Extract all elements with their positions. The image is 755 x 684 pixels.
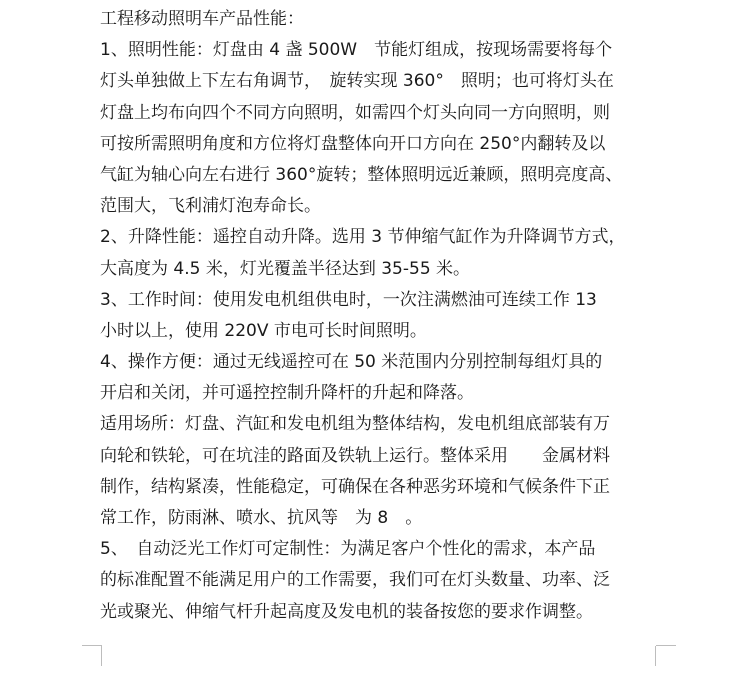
paragraph-line: 可按所需照明角度和方位将灯盘整体向开口方向在 250°内翻转及以 — [100, 133, 606, 154]
document-title: 工程移动照明车产品性能： — [100, 9, 304, 29]
paragraph-line: 1、照明性能：灯盘由 4 盏 500W 节能灯组成，按现场需要将每个 — [100, 40, 613, 61]
document-body — [100, 4, 675, 628]
paragraph-line: 灯盘上均布向四个不同方向照明，如需四个灯头向同一方向照明，则 — [100, 102, 610, 123]
page-corner-mark-right-horizontal — [656, 645, 676, 646]
paragraph-line: 制作，结构紧凑，性能稳定，可确保在各种恶劣环境和气候条件下正 — [100, 476, 610, 497]
page-corner-mark-left-horizontal — [82, 645, 102, 646]
paragraph-line: 3、工作时间：使用发电机组供电时，一次注满燃油可连续工作 13 — [100, 289, 597, 310]
paragraph-line: 大高度为 4.5 米，灯光覆盖半径达到 35-55 米。 — [100, 258, 471, 279]
paragraph-line: 范围大，飞利浦灯泡寿命长。 — [100, 196, 321, 217]
page-corner-mark-right-vertical — [655, 646, 656, 666]
paragraph-line: 的标准配置不能满足用户的工作需要，我们可在灯头数量、功率、泛 — [100, 570, 610, 591]
paragraph-line: 开启和关闭，并可遥控控制升降杆的升起和降落。 — [100, 383, 474, 404]
paragraph-line: 灯头单独做上下左右角调节， 旋转实现 360° 照明；也可将灯头在 — [100, 71, 614, 92]
page-corner-mark-left-vertical — [101, 646, 102, 666]
paragraph-line: 4、操作方便：通过无线遥控可在 50 米范围内分别控制每组灯具的 — [100, 352, 603, 373]
paragraph-line: 气缸为轴心向左右进行 360°旋转；整体照明远近兼顾，照明亮度高、 — [100, 164, 623, 185]
paragraph-line: 适用场所：灯盘、汽缸和发电机组为整体结构，发电机组底部装有万 — [100, 414, 610, 435]
paragraph-line: 小时以上，使用 220V 市电可长时间照明。 — [100, 320, 427, 341]
paragraph-line: 5、 自动泛光工作灯可定制性：为满足客户个性化的需求，本产品 — [100, 539, 596, 560]
paragraph-line: 常工作，防雨淋、喷水、抗风等 为 8 。 — [100, 508, 423, 528]
paragraph-line: 光或聚光、伸缩气杆升起高度及发电机的装备按您的要求作调整。 — [100, 601, 593, 622]
paragraph-line: 2、升降性能：遥控自动升降。选用 3 节伸缩气缸作为升降调节方式， — [100, 227, 626, 248]
paragraph-line: 向轮和铁轮，可在坑洼的路面及铁轨上运行。整体采用 金属材料 — [100, 445, 610, 466]
